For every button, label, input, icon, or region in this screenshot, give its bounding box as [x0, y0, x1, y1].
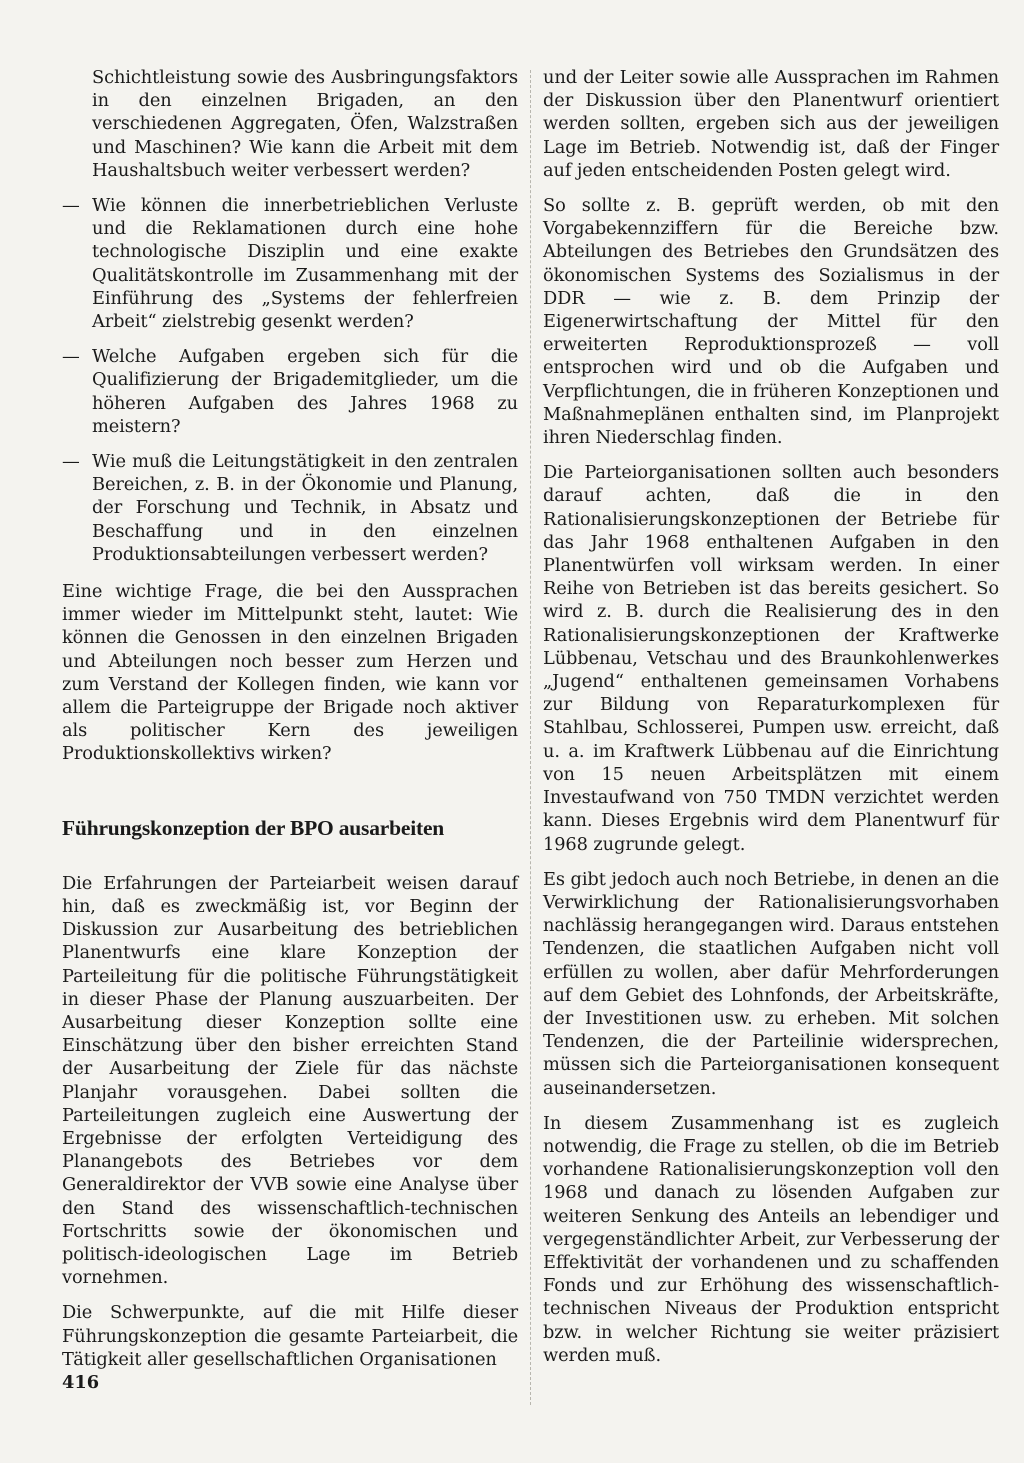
- question-text: Welche Aufgaben ergeben sich für die Qualifizierung der Brigademitglieder, um die höheren Aufgaben des Jahres 1968 zu meistern?: [92, 346, 518, 437]
- paragraph-erfahrungen: Die Erfahrungen der Parteiarbeit weisen darauf hin, daß es zweckmäßig ist, vor Beginn der Diskussion zur Ausarbeitung des betrieblichen Planentwurfs eine klare Konzeption der Parteileitung für die politische Führungstätigkeit in dieser Phase der Planung auszuarbeiten. Der Ausarbeitung dieser Konzeption sollte eine Einschätzung über den bisher erreichten Stand der Ausarbeitung der Ziele für das nächste Planjahr vorausgehen. Dabei sollten die Parteileitungen zugleich eine Auswertung der Ergebnisse der erfolgten Verteidigung des Planangebots des Betriebes vor dem Generaldirektor der VVB sowie eine Analyse über den Stand des wissenschaftlich-technischen Fortschritts sowie der ökonomischen und politisch-ideologischen Lage im Betrieb vornehmen.: [62, 872, 518, 1289]
- paragraph-schwerpunkte: Die Schwerpunkte, auf die mit Hilfe dieser Führungskonzeption die gesamte Parteiarbeit, die Tätigkeit aller gesellschaftlichen Organisationen: [62, 1302, 518, 1370]
- question-item: [62, 345, 518, 438]
- question-item: [62, 194, 518, 333]
- section-heading: Führungskonzeption der BPO ausarbeiten: [62, 815, 445, 840]
- paragraph-4: Es gibt jedoch auch noch Betriebe, in denen an die Verwirklichung der Rationalisierungsvorhaben nachlässig herangegangen wird. Daraus entstehen Tendenzen, die staatlichen Aufgaben nicht voll erfüllen zu wollen, aber dafür Mehrforderungen auf dem Gebiet des Lohnfonds, der Arbeitskräfte, der Investitionen usw. zu erheben. Mit solchen Tendenzen, die der Parteilinie widersprechen, müssen sich die Parteiorganisationen konsequent auseinandersetzen.: [543, 868, 999, 1099]
- paragraph-intro: Schichtleistung sowie des Ausbringungsfaktors in den einzelnen Brigaden, an den verschiedenen Aggregaten, Öfen, Walzstraßen und Maschinen? Wie kann die Arbeit mit dem Haushaltsbuch weiter verbessert werden?: [92, 67, 518, 181]
- question-item: [62, 450, 518, 566]
- list-dash: —: [62, 346, 80, 368]
- paragraph-3: Die Parteiorganisationen sollten auch besonders darauf achten, daß die in den Rationalisierungskonzeptionen der Betriebe für das Jahr 1968 enthaltenen Aufgaben in den Planentwürfen voll wirksam werden. In einer Reihe von Betrieben ist das bereits gesichert. So wird z. B. durch die Realisierung des in den Rationalisierungskonzeptionen der Kraftwerke Lübbenau, Vetschau und des Braunkohlenwerkes „Jugend“ enthaltenen gemeinsamen Vorhabens zur Bildung von Reparaturkomplexen für Stahlbau, Schlosserei, Pumpen usw. erreicht, daß u. a. im Kraftwerk Lübbenau auf die Einrichtung von 15 neuen Arbeitsplätzen mit einem Investaufwand von 750 TMDN verzichtet werden kann. Dieses Ergebnis wird dem Planentwurf für 1968 zugrunde gelegt.: [543, 462, 999, 855]
- list-dash: —: [62, 451, 80, 473]
- question-text: Wie können die innerbetrieblichen Verluste und die Reklamationen durch eine hohe technologische Disziplin und eine exakte Qualitätskontrolle im Zusammenhang mit der Einführung des „Systems der fehlerfreien Arbeit“ zielstrebig gesenkt werden?: [92, 195, 518, 333]
- right-column: [543, 66, 999, 1367]
- column-divider: [530, 70, 531, 1405]
- paragraph-1: und der Leiter sowie alle Aussprachen im Rahmen der Diskussion über den Planentwurf orientiert werden sollten, ergeben sich aus der jeweiligen Lage im Betrieb. Notwendig ist, daß der Finger auf jeden entscheidenden Posten gelegt wird.: [543, 67, 999, 181]
- paragraph-5: In diesem Zusammenhang ist es zugleich notwendig, die Frage zu stellen, ob die im Betrieb vorhandene Rationalisierungskonzeption voll den 1968 und danach zu lösenden Aufgaben zur weiteren Senkung des Anteils an lebendiger und vergegenständlichter Arbeit, zur Verbesserung der Effektivität der vorhandenen und zu schaffenden Fonds und zur Erhöhung des wissenschaftlich-technischen Niveaus der Produktion entspricht bzw. in welcher Richtung sie weiter präzisiert werden muß.: [543, 1112, 999, 1366]
- left-column: [62, 66, 518, 1371]
- paragraph-frage: Eine wichtige Frage, die bei den Aussprachen immer wieder im Mittelpunkt steht, lautet: Wie können die Genossen in den einzelnen Brigaden und Abteilungen noch besser zum Herzen und zum Verstand der Kollegen finden, wie kann vor allem die Parteigruppe der Brigade noch aktiver als politischer Kern des jeweiligen Produktionskollektivs wirken?: [62, 581, 518, 765]
- page-number: 416: [62, 1372, 100, 1393]
- paragraph-2: So sollte z. B. geprüft werden, ob mit den Vorgabekennziffern für die Bereiche bzw. Abteilungen des Betriebes den Grundsätzen des ökonomischen Systems des Sozialismus in der DDR — wie z. B. dem Prinzip der Eigenerwirtschaftung der Mittel für den erweiterten Reproduktionsprozeß — voll entsprochen wird und ob die Aufgaben und Verpflichtungen, die in früheren Konzeptionen und Maßnahmeplänen enthalten sind, im Planprojekt ihren Niederschlag finden.: [543, 195, 999, 449]
- list-dash: —: [62, 195, 80, 217]
- question-text: Wie muß die Leitungstätigkeit in den zentralen Bereichen, z. B. in der Ökonomie und Planung, der Forschung und Technik, in Absatz und Beschaffung und in den einzelnen Produktionsabteilungen verbessert werden?: [92, 451, 518, 565]
